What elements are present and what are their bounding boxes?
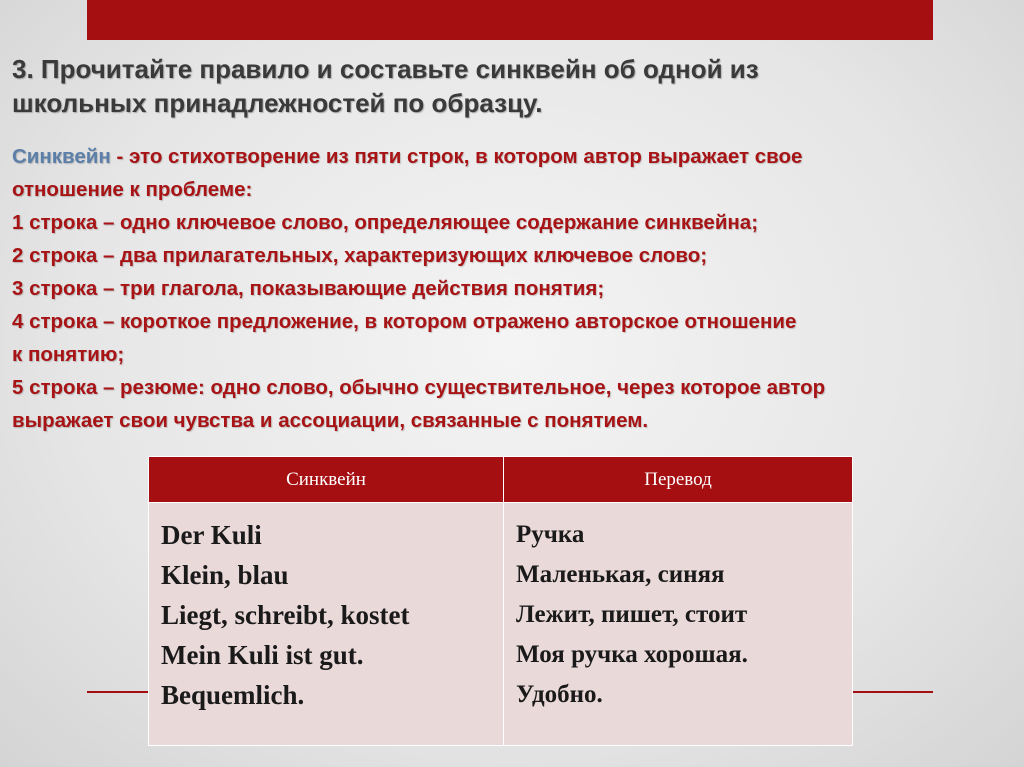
definition-intro-cont: отношение к проблеме: — [12, 178, 253, 201]
column-header-syncwine: Синквейн — [149, 457, 504, 503]
german-line: Liegt, schreibt, kostet — [161, 600, 410, 630]
table-row — [149, 503, 853, 746]
right-decor-line — [852, 691, 933, 693]
left-decor-line — [87, 691, 149, 693]
german-line: Klein, blau — [161, 560, 289, 590]
rule-line: выражает свои чувства и ассоциации, связанные с понятием. — [12, 409, 649, 432]
rule-line: 4 строка – короткое предложение, в котором отражено авторское отношение — [12, 310, 797, 333]
russian-line: Моя ручка хорошая. — [516, 641, 748, 668]
russian-translation-cell — [504, 503, 853, 746]
russian-line: Ручка — [516, 521, 585, 548]
rule-line: 1 строка – одно ключевое слово, определяющее содержание синквейна; — [12, 211, 759, 234]
german-line: Bequemlich. — [161, 680, 305, 710]
top-accent-bar — [87, 0, 933, 40]
definition-intro-text: - это стихотворение из пяти строк, в котором автор выражает свое — [110, 145, 803, 168]
heading-line: 3. Прочитайте правило и составьте синквейн об одной из — [12, 54, 759, 84]
heading-line: школьных принадлежностей по образцу. — [12, 88, 543, 118]
german-line: Der Kuli — [161, 520, 262, 550]
russian-line: Удобно. — [516, 681, 603, 708]
rule-line: 3 строка – три глагола, показывающие действия понятия; — [12, 277, 605, 300]
syncwine-definition — [12, 140, 1017, 437]
russian-line: Маленькая, синяя — [516, 561, 725, 588]
rule-line: 2 строка – два прилагательных, характеризующих ключевое слово; — [12, 244, 708, 267]
task-heading — [12, 52, 1012, 120]
german-line: Mein Kuli ist gut. — [161, 640, 364, 670]
column-header-translation: Перевод — [504, 457, 853, 503]
german-syncwine-cell — [149, 503, 504, 746]
rule-line: к понятию; — [12, 343, 125, 366]
rule-line: 5 строка – резюме: одно слово, обычно существительное, через которое автор — [12, 376, 826, 399]
syncwine-table — [148, 456, 853, 746]
definition-intro — [12, 140, 1017, 173]
definition-term: Синквейн — [12, 145, 111, 168]
russian-line: Лежит, пишет, стоит — [516, 601, 748, 628]
table-header-row — [149, 457, 853, 503]
